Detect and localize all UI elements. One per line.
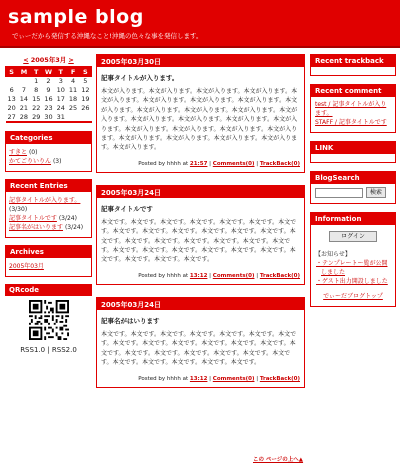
calendar-week (6, 95, 92, 104)
trackback-link[interactable]: TrackBack(0) (259, 272, 300, 279)
calendar-day: 21 (19, 104, 29, 112)
calendar-day: 16 (44, 95, 53, 103)
calendar-day: 5 (83, 77, 88, 86)
calendar-day: 1 (34, 77, 39, 86)
entry-permalink[interactable]: 13:12 (189, 272, 208, 279)
recent-entry-date: (3/24) (64, 223, 84, 231)
weekday-wed: W (42, 67, 54, 77)
category-item (9, 157, 88, 166)
category-count: (0) (28, 148, 38, 156)
recent-entry-item (9, 196, 88, 214)
calendar-next-link[interactable]: > (68, 56, 74, 64)
blog-search-box (310, 171, 396, 204)
login-button[interactable]: ログイン (329, 231, 377, 242)
search-row (315, 187, 391, 198)
recent-entries-box (5, 179, 92, 238)
calendar-day: 14 (19, 95, 29, 103)
calendar-day: 26 (81, 104, 90, 112)
qrcode-box (5, 284, 92, 354)
entry-title: 記事タイトルが入ります。 (101, 74, 179, 82)
entry-body: 本文です。本文です。本文です。本文です。本文です。本文です。本文です。本文です。本文です。本文です。本文です。本文です。本文です。本文です。本文です。本文です。本文です。本文です。本文です。本文です。本文です。本文です。本文です。本文です。本文です。本文です。本文です。本文です。本文です。本文です。 (101, 218, 297, 264)
notice-link[interactable]: ・テンプレートー覧が公開しました (316, 260, 388, 276)
archive-link[interactable]: 2005年03月 (9, 262, 44, 270)
calendar-day: 25 (68, 104, 78, 112)
left-sidebar (5, 55, 92, 361)
calendar-day: 15 (32, 95, 41, 103)
calendar-day: 10 (56, 86, 65, 94)
weekday-tue: T (30, 67, 42, 77)
calendar-day: 2 (46, 77, 51, 86)
calendar-day: 17 (56, 95, 65, 103)
categories-box (5, 131, 92, 172)
calendar-day: 3 (58, 77, 63, 86)
blog-entry (96, 54, 305, 173)
page-top-link[interactable]: この ページの上へ▲ (253, 457, 304, 463)
calendar-day: 30 (44, 112, 53, 121)
calendar-day: 23 (44, 104, 53, 112)
entry-footer: Posted by hhhh at 13:12 | Comments(0) | TrackBack(0) (138, 375, 300, 382)
calendar-month: 2005年3月 (30, 56, 67, 64)
calendar-day: 4 (70, 77, 76, 86)
blog-title[interactable]: sample blog (8, 6, 144, 28)
information-box (310, 212, 396, 307)
calendar-day: 12 (81, 86, 90, 94)
calendar-nav (5, 55, 92, 64)
recent-comment-link[interactable]: STAFF / 記事タイトルです (315, 119, 387, 126)
search-input[interactable] (315, 188, 363, 198)
calendar-day: 18 (68, 95, 78, 103)
link-title: LINK (311, 142, 395, 154)
recent-trackback-title: Recent trackback (311, 55, 395, 67)
at-label: at (182, 160, 189, 167)
posted-by-label: Posted by (138, 160, 166, 167)
weekday-sat: S (79, 67, 91, 77)
entry-author: hhhh (166, 272, 181, 279)
entry-date: 2005年03月24日 (97, 298, 304, 310)
category-count: (3) (52, 157, 62, 165)
blog-search-title: BlogSearch (311, 172, 395, 184)
trackback-link[interactable]: TrackBack(0) (259, 375, 300, 382)
calendar-day: 9 (46, 86, 51, 94)
entry-author: hhhh (166, 375, 181, 382)
qr-code-image (29, 300, 69, 340)
comments-link[interactable]: Comments(0) (212, 375, 255, 382)
notice-link[interactable]: ・ゲスト出力開設しました (316, 278, 388, 285)
recent-entry-date: (3/24) (58, 214, 77, 222)
notice-heading: 【お知らせ】 (315, 251, 351, 258)
entry-author: hhhh (166, 160, 181, 167)
entry-permalink[interactable]: 21:57 (189, 160, 208, 167)
blog-entry (96, 185, 305, 285)
recent-trackback-box (310, 54, 396, 76)
main-content (96, 54, 305, 400)
entry-permalink[interactable]: 13:12 (189, 375, 208, 382)
search-button[interactable]: 検索 (366, 187, 386, 198)
rss2-link[interactable]: RSS2.0 (51, 345, 77, 354)
comments-link[interactable]: Comments(0) (212, 272, 255, 279)
categories-title: Categories (6, 132, 91, 144)
calendar-day: 7 (21, 86, 26, 94)
calendar-week (6, 104, 92, 113)
posted-by-label: Posted by (138, 272, 166, 279)
rss-links (5, 346, 92, 354)
calendar-day (18, 77, 30, 86)
recent-entry-date: (3/30) (9, 205, 28, 213)
calendar-day: 6 (9, 86, 14, 94)
deeda-top-link[interactable]: でぃーだブログトップ (323, 293, 383, 300)
weekday-mon: M (18, 67, 30, 77)
recent-entry-link[interactable]: 記事タイトルが入ります。 (9, 196, 81, 204)
calendar-day: 29 (32, 112, 41, 121)
recent-entry-link[interactable]: 記事タイトルです (9, 214, 57, 222)
entry-date: 2005年03月30日 (97, 55, 304, 67)
blog-header (0, 0, 400, 48)
posted-by-label: Posted by (138, 375, 166, 382)
recent-entries-title: Recent Entries (6, 180, 91, 192)
calendar-day: 13 (7, 95, 16, 103)
calendar (5, 66, 92, 123)
weekday-thu: T (55, 67, 67, 77)
calendar-day: 20 (7, 104, 16, 112)
rss-separator: | (47, 345, 50, 354)
trackback-link[interactable]: TrackBack(0) (259, 160, 300, 167)
calendar-day: 11 (68, 86, 78, 94)
at-label: at (182, 272, 189, 279)
blog-entry (96, 297, 305, 388)
entry-footer: Posted by hhhh at 21:57 | Comments(0) | TrackBack(0) (138, 160, 300, 167)
archives-box (5, 245, 92, 277)
calendar-day: 22 (32, 104, 41, 112)
weekday-sun: S (6, 67, 18, 77)
link-box (310, 141, 396, 163)
entry-footer: Posted by hhhh at 13:12 | Comments(0) | TrackBack(0) (138, 272, 300, 279)
archives-title: Archives (6, 246, 91, 258)
information-title: Information (311, 213, 395, 225)
recent-comment-box (310, 84, 396, 133)
calendar-day: 24 (56, 104, 65, 112)
entry-title: 記事タイトルです (101, 204, 153, 213)
at-label: at (182, 375, 189, 382)
category-link[interactable]: すきと (9, 148, 28, 156)
calendar-day: 28 (19, 112, 29, 121)
calendar-prev-link[interactable]: < (23, 56, 29, 64)
qrcode-title: QRcode (5, 284, 92, 296)
recent-comment-title: Recent comment (311, 85, 395, 97)
calendar-day: 31 (56, 112, 65, 121)
entry-date: 2005年03月24日 (97, 186, 304, 198)
recent-comment-link[interactable]: test / 記事タイトルが入ります。 (315, 101, 387, 117)
calendar-day: 27 (7, 112, 16, 121)
rss1-link[interactable]: RSS1.0 (20, 345, 46, 354)
right-sidebar (310, 54, 396, 315)
calendar-week (6, 77, 92, 86)
comments-link[interactable]: Comments(0) (212, 160, 255, 167)
calendar-day (6, 77, 18, 86)
category-item (9, 148, 88, 157)
entry-title: 記事名がはいります (101, 316, 160, 325)
blog-description: でぃーだから発信する沖縄なこと!沖縄の色々な事を発信します。 (12, 32, 203, 40)
calendar-day: 19 (81, 95, 90, 103)
recent-entry-item (9, 214, 88, 223)
calendar-day (67, 113, 79, 122)
calendar-week (6, 113, 92, 122)
entry-body: 本文が入ります。本文が入ります。本文が入ります。本文が入ります。本文が入ります。本文が入ります。本文が入ります。本文が入ります。本文が入ります。本文が入ります。本文が入ります。本文が入ります。本文が入ります。本文が入ります。本文が入ります。本文が入ります。本文が入ります。本文が入ります。本文が入ります。本文が入ります。本文が入ります。本文が入ります。本文が入ります。本文が入ります。本文が入ります。本文が入ります。 (101, 88, 298, 152)
calendar-day: 8 (34, 86, 39, 94)
category-link[interactable]: かてごりいりん (9, 157, 52, 165)
entry-body: 本文です。本文です。本文です。本文です。本文です。本文です。本文です。本文です。本文です。本文です。本文です。本文です。本文です。本文です。本文です。本文です。本文です。本文です。本文です。本文です。本文です。本文です。本文です。本文です。本文です。 (101, 330, 297, 367)
recent-entry-item (9, 223, 88, 232)
recent-entry-link[interactable]: 記事名がはいります (9, 223, 64, 231)
calendar-day (79, 113, 91, 122)
weekday-fri: F (67, 67, 79, 77)
calendar-weekdays (6, 67, 92, 77)
calendar-week (6, 86, 92, 95)
